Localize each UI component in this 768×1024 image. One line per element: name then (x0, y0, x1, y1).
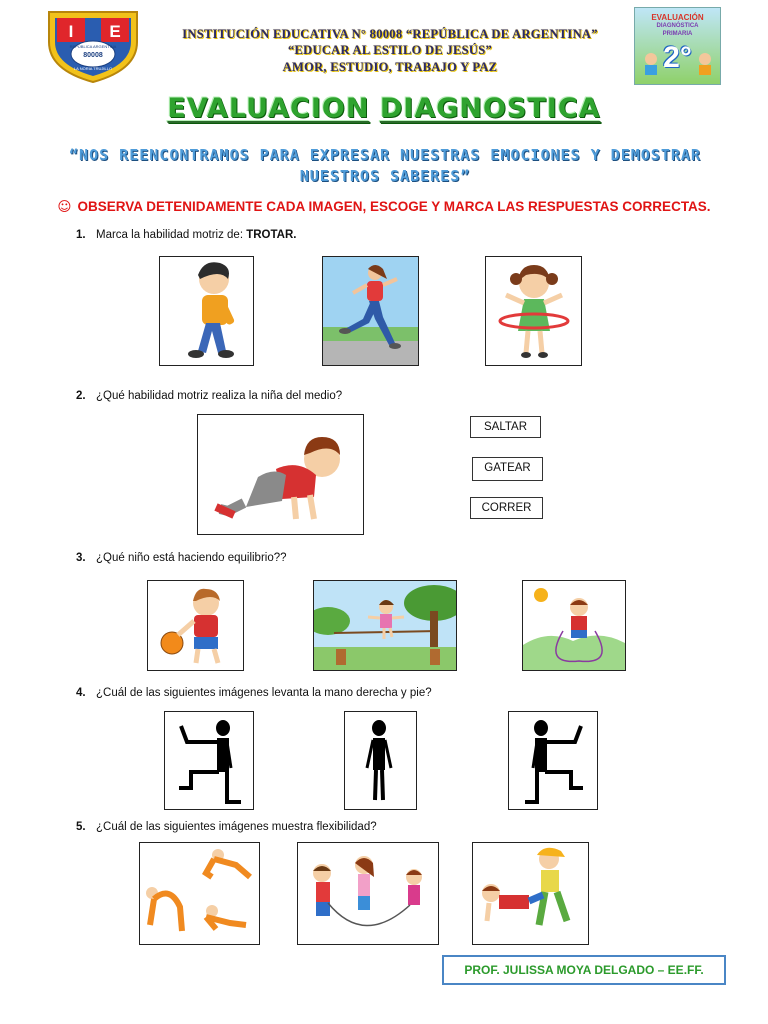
question-text: ¿Qué niño está haciendo equilibrio?? (96, 552, 287, 564)
school-logo (45, 8, 141, 84)
option-gatear[interactable]: GATEAR (472, 457, 543, 481)
title-word-1: EVALUACION (167, 93, 370, 124)
question-2 (76, 390, 342, 402)
school-values: AMOR, ESTUDIO, TRABAJO Y PAZ (282, 60, 498, 74)
question-text: ¿Cuál de las siguientes imágenes levanta la mano derecha y pie? (96, 687, 432, 699)
badge-line-1: EVALUACIÓN (651, 13, 704, 22)
question-number: 4. (76, 687, 86, 699)
logo-letter-i: I (68, 22, 74, 41)
q5-image-wheelbarrow-race[interactable] (472, 842, 589, 945)
q5-image-kids-jump-rope[interactable] (297, 842, 439, 945)
logo-letter-e: E (109, 22, 121, 41)
q1-image-boy-walking[interactable] (159, 256, 254, 366)
school-slogan: “EDUCAR AL ESTILO DE JESÚS” (288, 43, 492, 57)
logo-arc-text: REPÚBLICA ARGENTINA (69, 44, 117, 49)
question-number: 1. (76, 229, 86, 241)
school-name: INSTITUCIÓN EDUCATIVA N° 80008 “REPÚBLICA DE ARGENTINA” (182, 27, 598, 41)
logo-bottom-text: LA NORIA TRUJILLO (73, 66, 113, 71)
instruction-text: OBSERVA DETENIDAMENTE CADA IMAGEN, ESCOGE Y MARCA LAS RESPUESTAS CORRECTAS. (77, 199, 711, 214)
option-correr[interactable]: CORRER (470, 497, 543, 519)
q3-image-boy-jump-rope[interactable] (522, 580, 626, 671)
q1-image-girl-hula-hoop[interactable] (485, 256, 582, 366)
question-number: 3. (76, 552, 86, 564)
question-keyword: TROTAR. (246, 229, 297, 241)
q3-image-boy-ball[interactable] (147, 580, 244, 671)
badge-grade: 2° (663, 41, 692, 74)
motto: “NOS REENCONTRAMOS PARA EXPRESAR NUESTRAS EMOCIONES Y DEMOSTRAR NUESTROS SABERES” (69, 146, 701, 185)
q4-image-figure-left-raise[interactable] (164, 711, 254, 810)
instruction (0, 199, 768, 215)
title-word-2: DIAGNOSTICA (379, 93, 601, 124)
badge-kid-icon (641, 52, 661, 80)
question-number: 5. (76, 821, 86, 833)
q1-image-woman-running[interactable] (322, 256, 419, 366)
badge-kid-icon (695, 52, 715, 80)
question-text: Marca la habilidad motriz de: (96, 229, 247, 241)
question-text: ¿Qué habilidad motriz realiza la niña del medio? (96, 390, 343, 402)
smiley-icon: ☺ (57, 199, 72, 215)
q5-image-stretching[interactable] (139, 842, 260, 945)
teacher-credit: PROF. JULISSA MOYA DELGADO – EE.FF. (442, 955, 726, 985)
badge-line-2: DIAGNÓSTICA (656, 23, 699, 29)
q2-image-child-crawling (197, 414, 364, 535)
badge-line-3: PRIMARIA (662, 31, 693, 37)
q4-image-figure-standing[interactable] (344, 711, 417, 810)
question-number: 2. (76, 390, 86, 402)
question-1 (76, 229, 296, 241)
evaluation-badge (634, 7, 721, 85)
q3-image-girl-balance-rope[interactable] (313, 580, 457, 671)
question-text: ¿Cuál de las siguientes imágenes muestra flexibilidad? (96, 821, 377, 833)
question-3 (76, 552, 287, 564)
page-title (0, 93, 768, 124)
question-4 (76, 687, 432, 699)
q4-image-figure-right-raise[interactable] (508, 711, 598, 810)
option-saltar[interactable]: SALTAR (470, 416, 541, 438)
question-5 (76, 821, 377, 833)
logo-number: 80008 (83, 52, 103, 59)
